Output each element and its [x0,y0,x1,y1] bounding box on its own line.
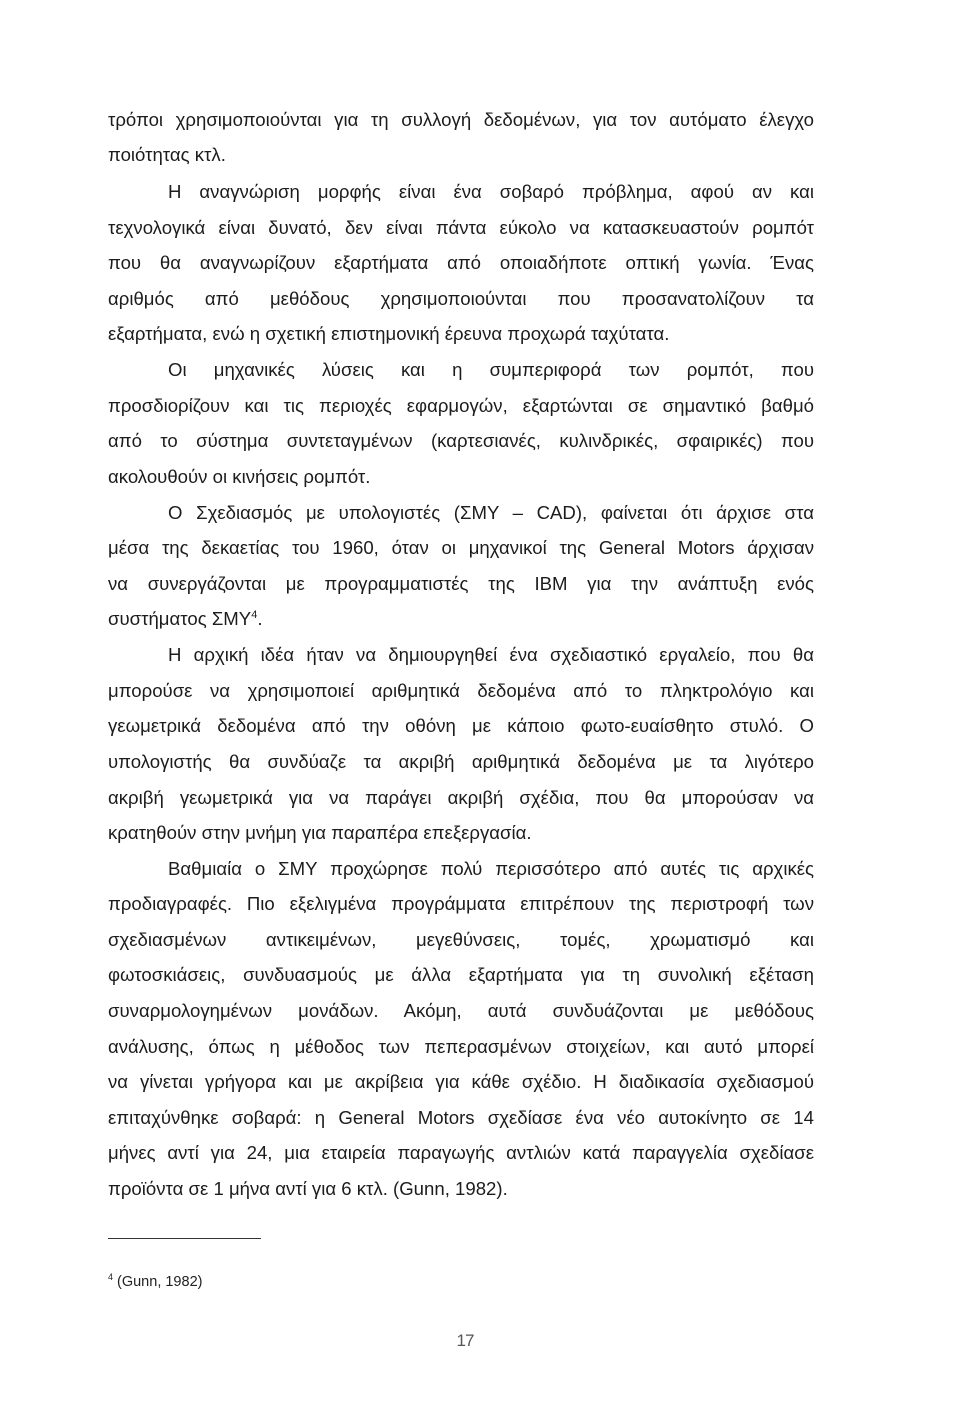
text-line-content: ποιότητας κτλ. [108,144,226,165]
text-line [108,893,814,915]
text-line [168,359,814,381]
text-line [108,288,814,310]
footnote-text: (Gunn, 1982) [117,1274,203,1290]
text-line [108,537,814,559]
text-line [108,573,814,595]
text-line [108,252,814,274]
text-line-content: τρόποι χρησιμοποιούνται για τη συλλογή δεδομένων, για τον αυτόματο έλεγχο [108,109,814,130]
text-line-content: μήνες αντί για 24, μια εταιρεία παραγωγής αντλιών κατά παραγγελία σχεδίασε [108,1142,814,1163]
text-line-content: μέσα της δεκαετίας του 1960, όταν οι μηχανικοί της General Motors άρχισαν [108,537,814,558]
footnote [108,1273,202,1291]
text-line-content: προσδιορίζουν και τις περιοχές εφαρμογών, εξαρτώνται σε σημαντικό βαθμό [108,395,814,416]
footnote-reference: 4 [251,608,258,621]
text-line-content: συστήματος ΣΜΥ [108,608,252,629]
text-line [168,644,814,666]
text-line-content: επιταχύνθηκε σοβαρά: η General Motors σχεδίασε ένα νέο αυτοκίνητο σε 14 [108,1107,814,1128]
text-line [108,109,814,131]
sentence-period: . [257,608,263,629]
text-line [108,323,814,345]
text-line [108,430,814,452]
text-line-content: μπορούσε να χρησιμοποιεί αριθμητικά δεδομένα από το πληκτρολόγιο και [108,680,814,701]
text-line [108,680,814,702]
text-line [108,395,814,417]
text-line [108,751,814,773]
text-line [108,144,814,166]
text-line-content: ακριβή γεωμετρικά για να παράγει ακριβή σχέδια, που θα μπορούσαν να [108,787,814,808]
text-line-content: αριθμός από μεθόδους χρησιμοποιούνται που προσανατολίζουν τα [108,288,814,309]
text-line-content: ακολουθούν οι κινήσεις ρομπότ. [108,466,371,487]
text-line-content: κρατηθούν στην μνήμη για παραπέρα επεξεργασία. [108,822,532,843]
text-line-content: γεωμετρικά δεδομένα από την οθόνη με κάποιο φωτο-ευαίσθητο στυλό. Ο [108,715,814,736]
text-line [108,1142,814,1164]
text-line-content: Η αρχική ιδέα ήταν να δημιουργηθεί ένα σχεδιαστικό εργαλείο, που θα [168,644,814,665]
text-line [108,929,814,951]
text-line-content: εξαρτήματα, ενώ η σχετική επιστημονική έρευνα προχωρά ταχύτατα. [108,323,670,344]
text-line-content: Η αναγνώριση μορφής είναι ένα σοβαρό πρόβλημα, αφού αν και [168,181,814,202]
text-line-content: να γίνεται γρήγορα και με ακρίβεια για κάθε σχέδιο. Η διαδικασία σχεδιασμού [108,1071,814,1092]
text-line-content: να συνεργάζονται με προγραμματιστές της IBM για την ανάπτυξη ενός [108,573,814,594]
text-line [108,1036,814,1058]
text-line [108,787,814,809]
text-line [108,466,814,488]
text-line-content: που θα αναγνωρίζουν εξαρτήματα από οποιαδήποτε οπτική γωνία. Ένας [108,252,814,273]
text-line [108,1107,814,1129]
text-line-content: υπολογιστής θα συνδύαζε τα ακριβή αριθμητικά δεδομένα με τα λιγότερο [108,751,814,772]
text-line [108,822,814,844]
page-number: 17 [456,1331,474,1350]
text-line-content: φωτοσκιάσεις, συνδυασμούς με άλλα εξαρτήματα για τη συνολική εξέταση [108,964,814,985]
text-line [168,502,814,524]
text-line-content: Βαθμιαία ο ΣΜΥ προχώρησε πολύ περισσότερο από αυτές τις αρχικές [168,858,814,879]
text-line-content: από το σύστημα συντεταγμένων (καρτεσιανές, κυλινδρικές, σφαιρικές) που [108,430,814,451]
text-line [108,217,814,239]
text-line-content: προδιαγραφές. Πιο εξελιγμένα προγράμματα επιτρέπουν της περιστροφή των [108,893,814,914]
text-line-content: προϊόντα σε 1 μήνα αντί για 6 κτλ. (Gunn, 1982). [108,1178,508,1199]
text-line [168,858,814,880]
text-line-content: συναρμολογημένων μονάδων. Ακόμη, αυτά συνδυάζονται με μεθόδους [108,1000,814,1021]
text-line-content: τεχνολογικά είναι δυνατό, δεν είναι πάντα εύκολο να κατασκευαστούν ρομπότ [108,217,814,238]
text-line-content: ανάλυσης, όπως η μέθοδος των πεπερασμένων στοιχείων, και αυτό μπορεί [108,1036,814,1057]
text-line-content: Οι μηχανικές λύσεις και η συμπεριφορά των ρομπότ, που [168,359,814,380]
text-line [108,608,814,630]
text-line-content: Ο Σχεδιασμός με υπολογιστές (ΣΜΥ – CAD), φαίνεται ότι άρχισε στα [168,502,814,523]
text-line-content: σχεδιασμένων αντικειμένων, μεγεθύνσεις, τομές, χρωματισμό και [108,929,814,950]
footnote-marker: 4 [108,1272,114,1283]
text-line [108,715,814,737]
text-line [168,181,814,203]
text-line [108,1000,814,1022]
text-line [108,1178,814,1200]
text-line [108,1071,814,1093]
footnote-separator [108,1238,261,1239]
text-line [108,964,814,986]
